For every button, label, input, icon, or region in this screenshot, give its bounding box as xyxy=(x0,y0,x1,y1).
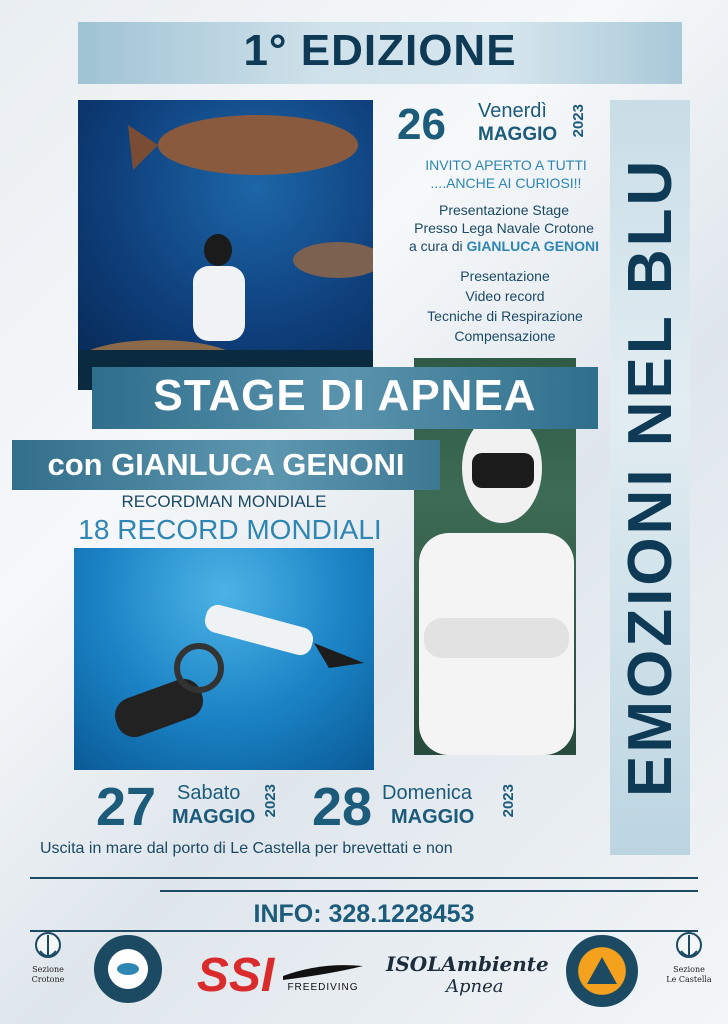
isola-ambiente-apnea-logo xyxy=(386,948,549,1000)
event-27-day-number: 27 xyxy=(96,777,157,837)
event-28-year: 2023 xyxy=(500,784,517,818)
diver-head xyxy=(204,234,232,266)
protezione-civile-logo xyxy=(566,935,638,1007)
fish-icon xyxy=(113,954,143,984)
edition-title: 1° EDIZIONE xyxy=(243,26,517,75)
lega-navale-crotone-caption: Sezione Crotone xyxy=(31,965,65,984)
presentation-line: Presentazione Stage xyxy=(439,202,569,218)
event-28-day-name: Domenica xyxy=(382,782,473,804)
presentation-details xyxy=(380,201,628,255)
diver-suit xyxy=(202,602,315,658)
program-item: Video record xyxy=(465,288,545,304)
event-28-day-number: 28 xyxy=(312,777,373,837)
mask-icon xyxy=(472,453,534,488)
isola-label: ISOLAmbiente xyxy=(386,951,549,976)
event-27-month: MAGGIO xyxy=(172,806,256,828)
monofin-icon xyxy=(281,958,365,982)
freediving-label: FREEDIVING xyxy=(287,981,359,993)
lega-navale-crotone-logo xyxy=(26,928,70,986)
program-list xyxy=(410,266,600,346)
event-26-day-number: 26 xyxy=(397,100,446,149)
anchor-icon xyxy=(674,929,704,965)
sea-outing-text: Uscita in mare dal porto di Le Castella per brevettati e non xyxy=(40,840,453,857)
recordman-label: RECORDMAN MONDIALE xyxy=(121,492,327,511)
records-label: 18 RECORD MONDIALI xyxy=(78,514,382,545)
triangle-icon xyxy=(584,953,620,989)
invite-line: INVITO APERTO A TUTTI xyxy=(425,157,587,173)
freediving-logo xyxy=(278,950,368,1000)
program-item: Tecniche di Respirazione xyxy=(427,308,583,324)
event-28-month: MAGGIO xyxy=(391,806,475,828)
divider xyxy=(30,877,698,879)
invite-line: ....ANCHE AI CURIOSI!! xyxy=(430,175,582,191)
apnea-label: Apnea xyxy=(446,975,504,997)
program-item: Compensazione xyxy=(454,328,556,344)
event-27-day-name: Sabato xyxy=(177,782,241,804)
stage-title: STAGE DI APNEA xyxy=(153,371,537,420)
divider xyxy=(30,930,698,932)
coach-title: con GIANLUCA GENONI xyxy=(47,447,405,482)
lega-navale-le-castella-logo xyxy=(664,928,714,986)
divider xyxy=(160,890,698,892)
curator-prefix: a cura di xyxy=(408,238,463,254)
grouper-diver-photo xyxy=(78,100,373,390)
presentation-line-curator xyxy=(380,237,628,255)
event-26-day-name: Venerdì xyxy=(478,100,547,122)
event-26-year: 2023 xyxy=(570,104,587,138)
event-27-year: 2023 xyxy=(262,784,279,818)
grouper-fish-3 xyxy=(293,242,373,278)
underwater-scooter xyxy=(110,674,208,742)
vertical-title: EMOZIONI NEL BLU xyxy=(616,157,685,798)
grouper-fish-1 xyxy=(158,115,358,175)
invite-text xyxy=(395,156,617,192)
program-item: Presentazione xyxy=(460,268,550,284)
lega-navale-le-castella-caption: Sezione Le Castella xyxy=(666,965,712,984)
info-phone: INFO: 328.1228453 xyxy=(253,900,475,928)
fipsas-logo xyxy=(94,935,162,1003)
event-26-month: MAGGIO xyxy=(478,124,558,145)
anchor-icon xyxy=(33,929,63,965)
presentation-line: Presso Lega Navale Crotone xyxy=(414,220,594,236)
diver-suit xyxy=(193,266,245,341)
scooter-diver-photo xyxy=(74,548,374,770)
ssi-logo: SSI xyxy=(196,948,275,1002)
presenter-name: GIANLUCA GENONI xyxy=(466,238,600,254)
